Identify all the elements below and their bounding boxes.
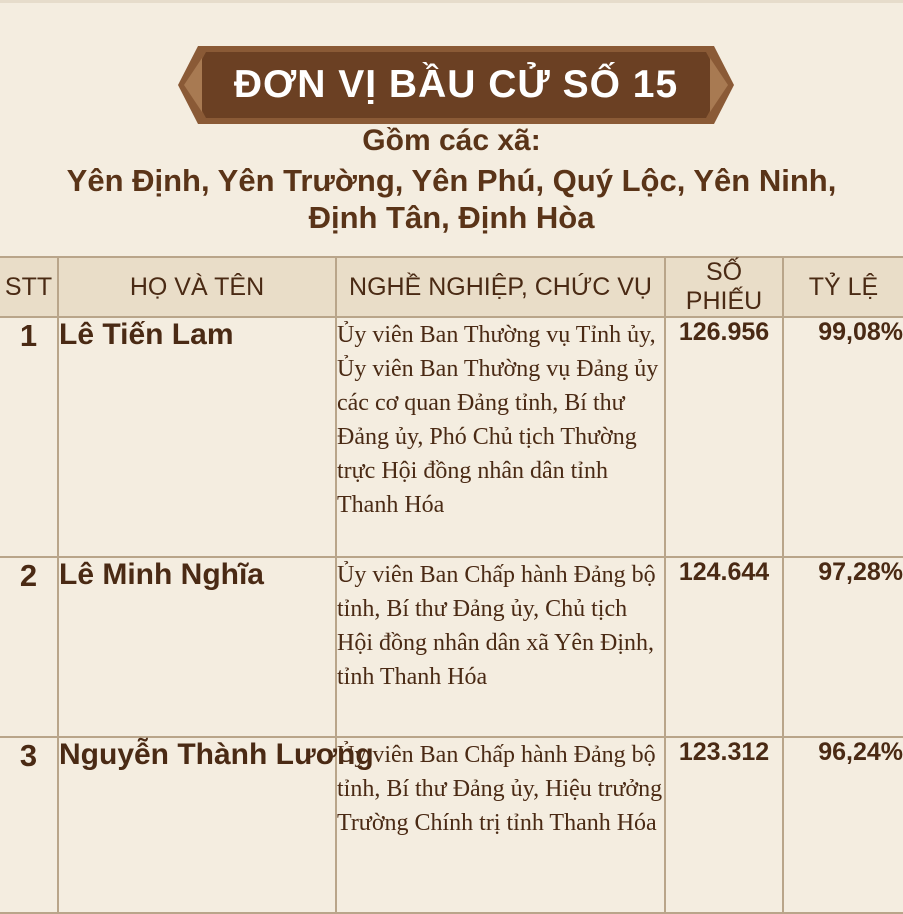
vote-rate: 96,24% [783, 737, 903, 913]
vote-count: 124.644 [665, 557, 783, 737]
candidate-position: Ủy viên Ban Chấp hành Đảng bộ tỉnh, Bí thư Đảng ủy, Chủ tịch Hội đồng nhân dân xã Yên Định, tỉnh Thanh Hóa [336, 557, 665, 737]
header-name: HỌ VÀ TÊN [58, 257, 336, 317]
subtitle-communes-line2: Định Tân, Định Hòa [308, 200, 595, 235]
candidate-position: Ủy viên Ban Thường vụ Tỉnh ủy, Ủy viên Ban Thường vụ Đảng ủy các cơ quan Đảng tỉnh, Bí thư Đảng ủy, Phó Chủ tịch Thường trực Hội đồng nhân dân tỉnh Thanh Hóa [336, 317, 665, 557]
vote-rate: 99,08% [783, 317, 903, 557]
row-stt: 2 [0, 557, 58, 737]
header-stt: STT [0, 257, 58, 317]
table-header-row [0, 257, 903, 317]
header-job: NGHỀ NGHIỆP, CHỨC VỤ [336, 257, 665, 317]
table-row [0, 557, 903, 737]
top-divider [0, 0, 903, 3]
banner-title: ĐƠN VỊ BẦU CỬ SỐ 15 [233, 63, 679, 106]
subtitle-intro: Gồm các xã: [362, 124, 541, 157]
header-rate: TỶ LỆ [783, 257, 903, 317]
vote-rate: 97,28% [783, 557, 903, 737]
candidate-position: Ủy viên Ban Chấp hành Đảng bộ tỉnh, Bí thư Đảng ủy, Hiệu trưởng Trường Chính trị tỉnh Thanh Hóa [336, 737, 665, 913]
results-table [0, 256, 903, 914]
table-row [0, 317, 903, 557]
title-banner [176, 44, 736, 126]
candidate-name: Lê Minh Nghĩa [58, 557, 336, 737]
vote-count: 123.312 [665, 737, 783, 913]
row-stt: 1 [0, 317, 58, 557]
candidate-name: Lê Tiến Lam [58, 317, 336, 557]
vote-count: 126.956 [665, 317, 783, 557]
candidate-name: Nguyễn Thành Lương [58, 737, 336, 913]
row-stt: 3 [0, 737, 58, 913]
table-row [0, 737, 903, 913]
subtitle-communes-line1: Yên Định, Yên Trường, Yên Phú, Quý Lộc, Yên Ninh, [66, 163, 837, 198]
header-votes: SỐ PHIẾU [665, 257, 783, 317]
